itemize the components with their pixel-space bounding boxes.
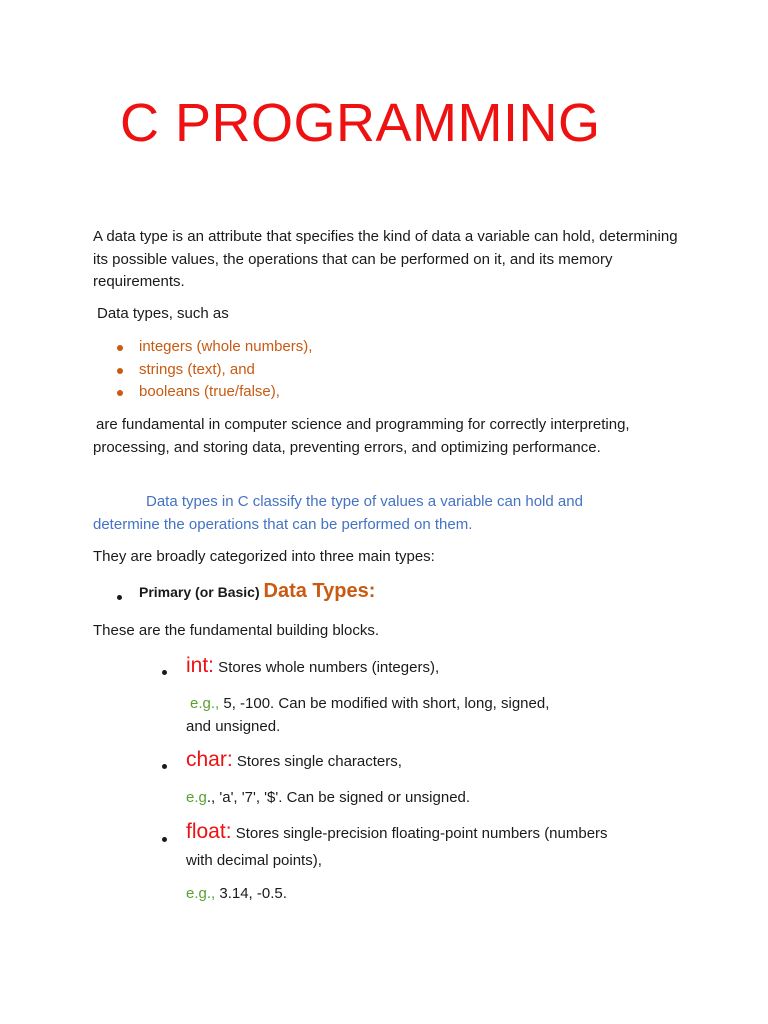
c-classify-line-2: determine the operations that can be performed on them. (93, 516, 473, 533)
type-example (190, 693, 670, 716)
example-text: ., 'a', '7', '$'. Can be signed or unsigned. (206, 789, 471, 806)
categorized-text: They are broadly categorized into three main types: (93, 548, 435, 565)
such-as-text: Data types, such as (97, 305, 229, 322)
list-item-text: strings (text), and (139, 360, 255, 378)
example-text: 3.14, -0.5. (215, 885, 287, 902)
bullet-icon (117, 368, 123, 374)
bullet-icon (117, 595, 122, 600)
primary-heading (139, 580, 375, 603)
list-item (117, 359, 312, 382)
list-item-text: booleans (true/false), (139, 383, 280, 400)
type-example (186, 787, 666, 810)
example-text: 5, -100. Can be modified with short, long, signed, (219, 695, 550, 712)
bullet-icon (117, 345, 123, 351)
list-item (117, 381, 312, 404)
type-description-continued: with decimal points), (186, 852, 322, 869)
type-keyword: char: (186, 748, 233, 771)
type-float (186, 820, 608, 844)
page-title: C PROGRAMMING (120, 93, 601, 153)
eg-label: e.g., (190, 695, 220, 712)
type-char (186, 748, 402, 772)
type-description: Stores whole numbers (integers), (214, 659, 440, 676)
list-item (117, 336, 312, 359)
type-example-continued: and unsigned. (186, 718, 281, 735)
bullet-icon (117, 390, 123, 396)
type-int (186, 654, 439, 678)
primary-label: Primary (or Basic) (139, 584, 264, 600)
fundamental-paragraph: are fundamental in computer science and programming for correctly interpreting, processing, and storing data, preventing errors, and optimizing performance. (93, 416, 630, 456)
data-types-label: Data Types: (263, 580, 376, 602)
bullet-icon (162, 670, 167, 675)
intro-paragraph: A data type is an attribute that specifies the kind of data a variable can hold, determining its possible values, the operations that can be performed on it, and its memory requirements. (93, 228, 678, 290)
type-description: Stores single-precision floating-point numbers (numbers (231, 825, 608, 842)
eg-label: e.g (186, 789, 207, 806)
c-classify-line-1: Data types in C classify the type of values a variable can hold and (146, 493, 583, 510)
bullet-icon (162, 764, 167, 769)
type-keyword: int: (186, 654, 215, 677)
bullet-icon (162, 837, 167, 842)
building-blocks-text: These are the fundamental building blocks. (93, 622, 380, 639)
eg-label: e.g., (186, 885, 216, 902)
type-keyword: float: (186, 820, 232, 843)
list-item-text: integers (whole numbers), (139, 338, 313, 355)
type-description: Stores single characters, (232, 753, 402, 770)
type-example (186, 883, 666, 906)
examples-list (117, 336, 312, 404)
